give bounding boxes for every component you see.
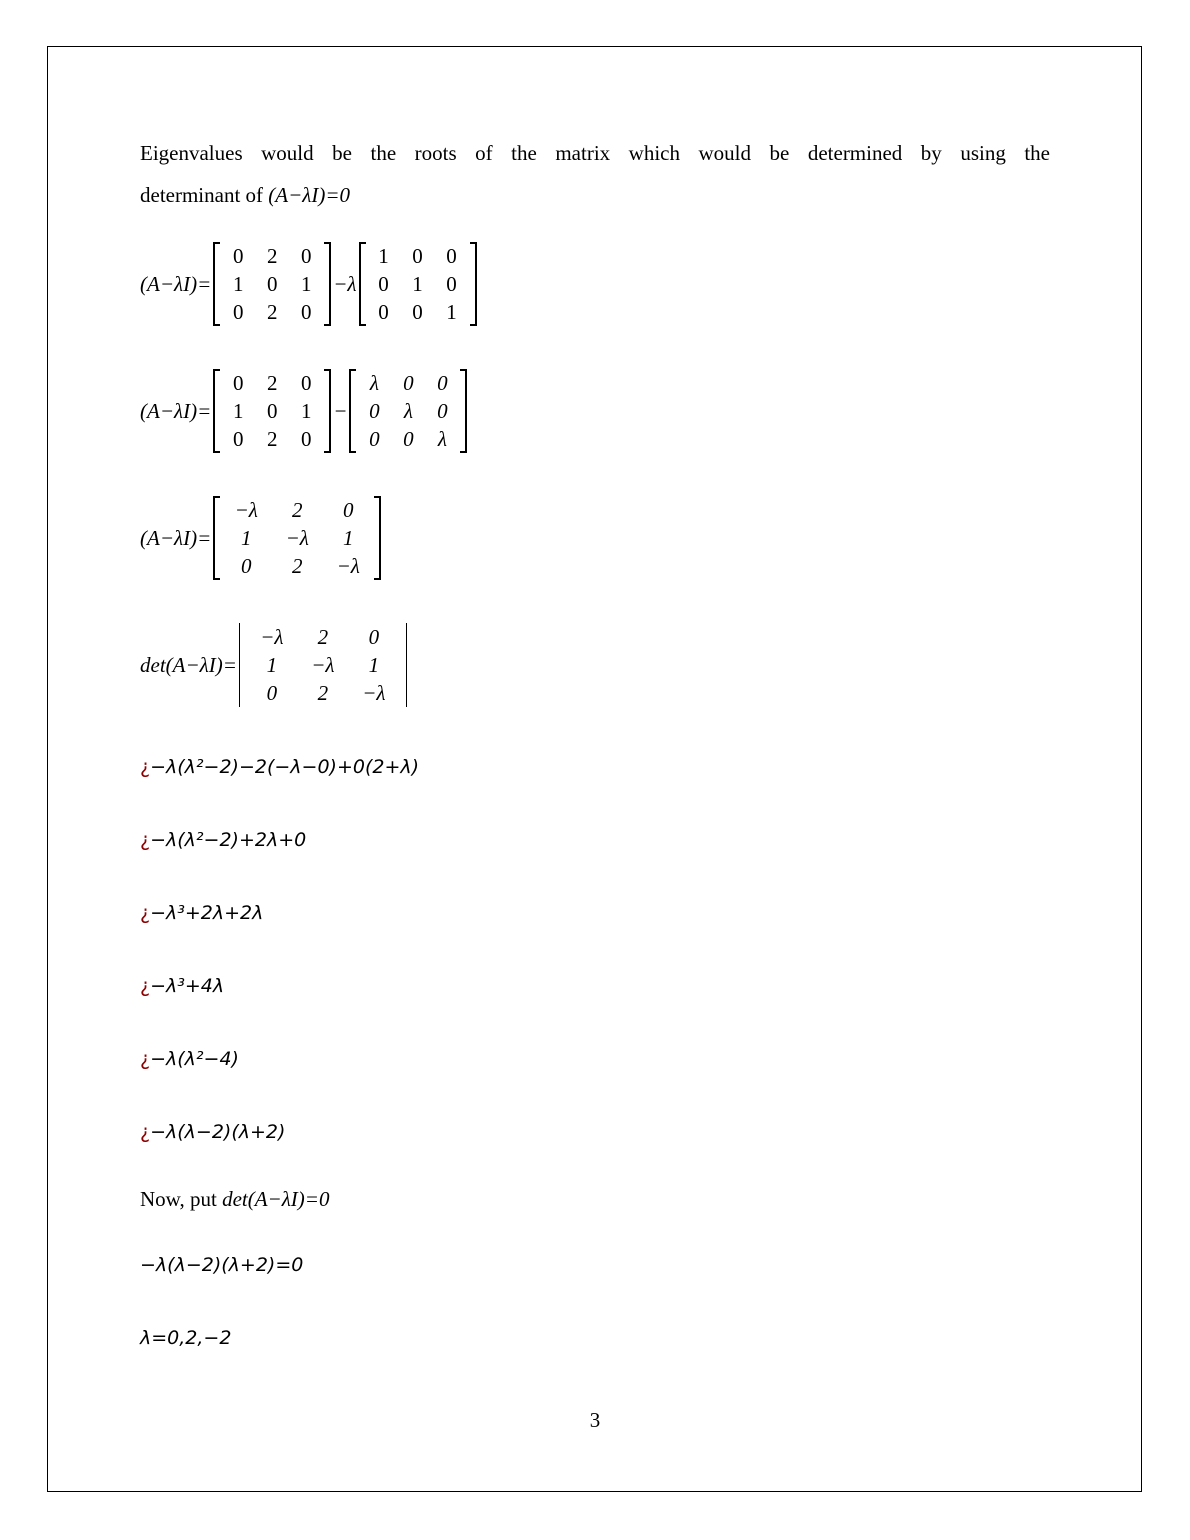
step4-determinant-cell-r2c1: 1	[266, 653, 278, 677]
step1-matrix-b-cell-r3c3: 1	[446, 300, 457, 324]
step2-lhs: (A−λI)=	[140, 398, 212, 423]
eigenvalues-line	[140, 1325, 231, 1350]
step2-matrix-b-cell-r3c3: λ	[437, 427, 447, 451]
step1-matrix-b-cell-r1c1: 1	[378, 244, 389, 268]
step1-matrix-a-cell-r1c1: 0	[233, 244, 244, 268]
step3-matrix-cell-r1c1: −λ	[234, 498, 258, 522]
step1-matrix-a-cell-r2c2: 0	[267, 272, 278, 296]
step3-matrix-cell-r2c1: 1	[241, 526, 252, 550]
step2-matrix-b-cell-r2c3: 0	[437, 399, 448, 423]
expansion-line-6	[140, 1119, 285, 1144]
expansion-text: −λ³+2λ+2λ	[150, 902, 264, 924]
step2-matrix-b-cell-r3c2: 0	[403, 427, 414, 451]
step1-matrix-a-cell-r2c3: 1	[301, 272, 312, 296]
step2-matrix-b-cell-r3c1: 0	[369, 427, 380, 451]
step1-matrix-b-cell-r2c2: 1	[412, 272, 423, 296]
step2-matrix-a-cell-r1c2: 2	[267, 371, 278, 395]
step3-lhs: (A−λI)=	[140, 525, 212, 550]
expansion-text: −λ³+4λ	[150, 975, 225, 997]
step2-equation	[140, 369, 469, 453]
intro-line-1: Eigenvalues would be the roots of the matrix which would be determined by using the	[140, 141, 1050, 165]
step1-matrix-a-cell-r3c1: 0	[233, 300, 244, 324]
step3-matrix-cell-r3c2: 2	[292, 554, 303, 578]
expansion-marker: ¿	[140, 1048, 151, 1070]
step1-matrix-b-cell-r2c3: 0	[446, 272, 457, 296]
expansion-line-5	[140, 1046, 239, 1071]
now-put-text: Now, put	[140, 1187, 223, 1211]
intro-line-2-math: (A−λI)=0	[268, 183, 351, 207]
step1-matrix-b-cell-r3c1: 0	[378, 300, 389, 324]
expansion-text: −λ(λ²−4)	[150, 1048, 239, 1070]
step3-matrix-cell-r1c2: 2	[292, 498, 303, 522]
step2-matrix-a-cell-r3c1: 0	[233, 427, 244, 451]
step1-matrix-a-cell-r1c2: 2	[267, 244, 278, 268]
expansion-marker: ¿	[140, 756, 151, 778]
step2-matrix-a-cell-r2c1: 1	[233, 399, 244, 423]
step2-matrix-a-cell-r2c2: 0	[267, 399, 278, 423]
step4-determinant-cell-r2c3: 1	[368, 653, 380, 677]
expansion-line-3	[140, 900, 263, 925]
step4-determinant-cell-r1c2: 2	[317, 625, 329, 649]
step4-determinant-cell-r3c1: 0	[266, 681, 278, 705]
step3-matrix	[213, 496, 381, 580]
expansion-marker: ¿	[140, 902, 151, 924]
intro-line-2	[140, 174, 1050, 216]
step2-matrix-b-cell-r1c1: λ	[369, 371, 379, 395]
step1-operator: −λ	[333, 271, 357, 296]
now-put-math: det(A−λI)=0	[222, 1187, 330, 1211]
step1-matrix-b	[359, 242, 477, 326]
step3-matrix-cell-r1c3: 0	[343, 498, 354, 522]
expansion-line-2	[140, 827, 306, 852]
step3-matrix-cell-r3c3: −λ	[336, 554, 360, 578]
expansion-text: −λ(λ²−2)+2λ+0	[150, 829, 307, 851]
step1-matrix-b-cell-r2c1: 0	[378, 272, 389, 296]
intro-line-2-text: determinant of	[140, 183, 269, 207]
step4-equation	[140, 623, 409, 707]
expansion-line-1	[140, 754, 419, 779]
expansion-text: −λ(λ²−2)−2(−λ−0)+0(2+λ)	[150, 756, 420, 778]
step4-determinant-cell-r3c2: 2	[317, 681, 329, 705]
step2-matrix-b	[349, 369, 467, 453]
step3-matrix-cell-r3c1: 0	[241, 554, 252, 578]
expansion-text: −λ(λ−2)(λ+2)	[150, 1121, 286, 1143]
expansion-line-4	[140, 973, 224, 998]
intro-paragraph	[140, 132, 1050, 216]
step1-matrix-a	[213, 242, 331, 326]
step3-matrix-cell-r2c2: −λ	[285, 526, 309, 550]
step1-matrix-a-cell-r2c1: 1	[233, 272, 244, 296]
step1-matrix-a-cell-r3c2: 2	[267, 300, 278, 324]
step3-equation	[140, 496, 383, 580]
eigenvalues-text: λ=0,2,−2	[140, 1327, 232, 1349]
step2-matrix-a-cell-r3c3: 0	[301, 427, 312, 451]
expansion-marker: ¿	[140, 975, 151, 997]
step1-matrix-b-cell-r1c2: 0	[412, 244, 423, 268]
step2-matrix-a-cell-r1c1: 0	[233, 371, 244, 395]
step4-determinant	[239, 623, 407, 707]
step1-matrix-b-cell-r1c3: 0	[446, 244, 457, 268]
step2-matrix-b-cell-r1c3: 0	[437, 371, 448, 395]
step2-matrix-a-cell-r3c2: 2	[267, 427, 278, 451]
step2-matrix-b-cell-r1c2: 0	[403, 371, 414, 395]
step2-matrix-b-cell-r2c2: λ	[403, 399, 413, 423]
step4-determinant-cell-r1c1: −λ	[260, 625, 284, 649]
step2-matrix-a-cell-r1c3: 0	[301, 371, 312, 395]
step1-lhs: (A−λI)=	[140, 271, 212, 296]
step1-matrix-a-cell-r1c3: 0	[301, 244, 312, 268]
step1-equation	[140, 242, 479, 326]
now-put-line	[140, 1187, 329, 1212]
step1-matrix-a-cell-r3c3: 0	[301, 300, 312, 324]
page-number: 3	[589, 1408, 601, 1432]
expansion-marker: ¿	[140, 1121, 151, 1143]
step4-determinant-cell-r1c3: 0	[368, 625, 380, 649]
step4-determinant-cell-r2c2: −λ	[311, 653, 335, 677]
result-equation-text: −λ(λ−2)(λ+2)=0	[140, 1254, 304, 1276]
step1-matrix-b-cell-r3c2: 0	[412, 300, 423, 324]
step3-matrix-cell-r2c3: 1	[343, 526, 354, 550]
expansion-marker: ¿	[140, 829, 151, 851]
step2-matrix-a	[213, 369, 331, 453]
step4-determinant-cell-r3c3: −λ	[362, 681, 386, 705]
step2-matrix-b-cell-r2c1: 0	[369, 399, 380, 423]
step2-matrix-a-cell-r2c3: 1	[301, 399, 312, 423]
step2-operator: −	[333, 398, 348, 423]
step4-lhs: det(A−λI)=	[140, 652, 237, 677]
result-equation	[140, 1252, 303, 1277]
